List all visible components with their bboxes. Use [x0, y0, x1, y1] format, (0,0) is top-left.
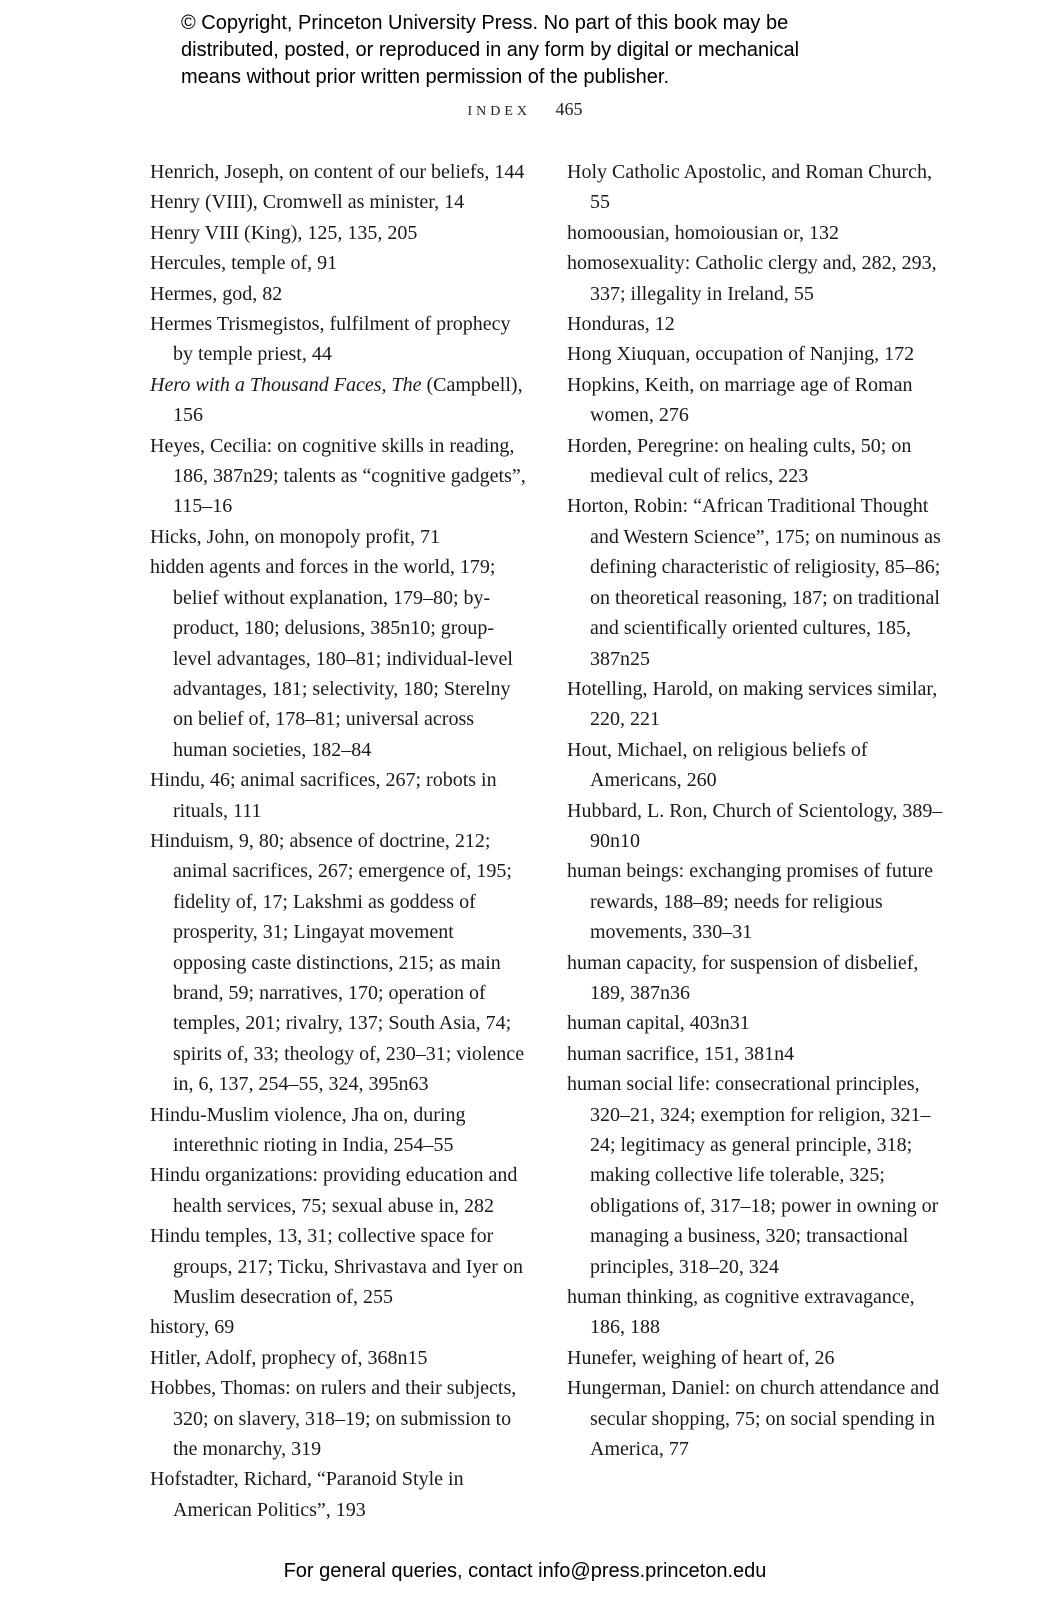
index-entry — [150, 1464, 530, 1525]
index-entry-text: Hungerman, Daniel: on church attendance and secular shopping, 75; on social spending in America, 77 — [567, 1377, 940, 1461]
index-entry — [567, 431, 947, 492]
index-entry — [567, 796, 947, 857]
index-entry — [150, 218, 530, 248]
index-entry — [150, 1373, 530, 1464]
index-entry-text: Henrich, Joseph, on content of our beliefs, 144 — [150, 161, 525, 183]
index-entry-text: human beings: exchanging promises of future rewards, 188–89; needs for religious movements, 330–31 — [567, 860, 934, 944]
index-column-left — [150, 157, 530, 1525]
index-entry-text: Hunefer, weighing of heart of, 26 — [567, 1346, 835, 1369]
index-entry — [567, 948, 947, 1009]
copyright-line-2: distributed, posted, or reproduced in any form by digital or mechanical — [181, 39, 800, 61]
running-head-label: INDEX — [467, 104, 532, 119]
index-entry — [567, 674, 947, 735]
index-entry — [150, 765, 530, 826]
index-entry — [567, 248, 947, 309]
index-column-right — [567, 157, 947, 1464]
index-entry-title: Hero with a Thousand Faces, The — [150, 373, 422, 396]
index-entry-text: Hofstadter, Richard, “Paranoid Style in American Politics”, 193 — [150, 1468, 464, 1521]
index-entry-text: human thinking, as cognitive extravagance, 186, 188 — [567, 1286, 915, 1339]
index-entry — [567, 1282, 947, 1343]
index-entry-text: Holy Catholic Apostolic, and Roman Church, 55 — [567, 161, 932, 214]
copyright-line-3: means without prior written permission of the publisher. — [181, 66, 670, 88]
index-entry — [567, 735, 947, 796]
index-entry-text: (Campbell), 156 — [173, 373, 523, 427]
index-entry-text: homosexuality: Catholic clergy and, 282, 293, 337; illegality in Ireland, 55 — [567, 252, 937, 305]
index-entry-text: human capital, 403n31 — [567, 1012, 750, 1035]
index-entry-text: history, 69 — [150, 1316, 235, 1339]
index-entry-text: Hubbard, L. Ron, Church of Scientology, 389–90n10 — [567, 799, 943, 852]
page-number: 465 — [555, 99, 583, 119]
index-entry-text: Hermes, god, 82 — [150, 282, 283, 305]
index-entry — [567, 157, 947, 218]
index-entry-text: Horton, Robin: “African Traditional Thought and Western Science”, 175; on numinous as defining characteristic of religiosity, 85–86; on theoretical reasoning, 187; on traditional and scientifically oriented cultures, 185, 387n25 — [567, 495, 941, 670]
footer-contact: For general queries, contact info@press.princeton.edu — [283, 1560, 767, 1582]
index-entry-text: Honduras, 12 — [567, 313, 675, 336]
index-entry — [150, 157, 530, 187]
index-entry — [567, 1008, 947, 1038]
index-entry — [567, 309, 947, 339]
index-entry-text: Hitler, Adolf, prophecy of, 368n15 — [150, 1346, 428, 1369]
index-entry-text: Hobbes, Thomas: on rulers and their subjects, 320; on slavery, 318–19; on submission to the monarchy, 319 — [150, 1377, 517, 1461]
index-entry-text: Hindu-Muslim violence, Jha on, during interethnic rioting in India, 254–55 — [150, 1103, 466, 1156]
index-entry-text: Hercules, temple of, 91 — [150, 252, 338, 275]
index-entry-text: Hotelling, Harold, on making services similar, 220, 221 — [567, 677, 938, 731]
index-entry-text: homoousian, homoiousian or, 132 — [567, 221, 839, 244]
index-entry-text: human capacity, for suspension of disbelief, 189, 387n36 — [567, 951, 919, 1004]
index-entry-text: Heyes, Cecilia: on cognitive skills in reading, 186, 387n29; talents as “cognitive gadgets”, 115–16 — [150, 434, 526, 518]
index-entry-text: Hicks, John, on monopoly profit, 71 — [150, 525, 440, 548]
index-entry-text: Hout, Michael, on religious beliefs of Americans, 260 — [567, 738, 868, 792]
index-entry — [150, 248, 530, 278]
index-entry-text: human social life: consecrational principles, 320–21, 324; exemption for religion, 321–24; legitimacy as general principle, 318; making collective life tolerable, 325; obligations of, 317–18; power in owning or managing a business, 320; transactional principles, 318–20, 324 — [567, 1073, 939, 1278]
index-entry-text: Hopkins, Keith, on marriage age of Roman women, 276 — [567, 373, 913, 427]
index-entry — [567, 339, 947, 369]
index-entry-text: Henry VIII (King), 125, 135, 205 — [150, 221, 418, 244]
index-entry — [150, 1312, 530, 1342]
index-entry — [567, 1069, 947, 1282]
index-entry-text: Hindu, 46; animal sacrifices, 267; robots in rituals, 111 — [150, 769, 497, 822]
index-entry — [150, 552, 530, 765]
copyright-notice — [181, 10, 901, 91]
index-entry — [150, 1221, 530, 1312]
index-entry — [567, 1039, 947, 1069]
index-entry — [150, 1160, 530, 1221]
index-entry-text: human sacrifice, 151, 381n4 — [567, 1042, 795, 1065]
index-entry-text: Hong Xiuquan, occupation of Nanjing, 172 — [567, 343, 915, 366]
index-entry — [150, 522, 530, 552]
index-entry — [150, 187, 530, 217]
index-entry — [150, 370, 530, 431]
index-entry-text: Horden, Peregrine: on healing cults, 50; on medieval cult of relics, 223 — [567, 434, 912, 488]
index-entry — [567, 491, 947, 673]
index-entry-text: Hindu organizations: providing education and health services, 75; sexual abuse in, 282 — [150, 1164, 518, 1217]
index-entry-text: Henry (VIII), Cromwell as minister, 14 — [150, 191, 465, 214]
index-entry — [150, 431, 530, 522]
copyright-line-1: © Copyright, Princeton University Press. No part of this book may be — [181, 12, 789, 34]
index-entry — [150, 279, 530, 309]
index-entry-text: Hindu temples, 13, 31; collective space for groups, 217; Ticku, Shrivastava and Iyer on Muslim desecration of, 255 — [150, 1225, 523, 1309]
running-head — [0, 99, 1050, 120]
index-entry — [567, 1373, 947, 1464]
index-entry-text: Hermes Trismegistos, fulfilment of prophecy by temple priest, 44 — [150, 313, 511, 366]
index-entry — [150, 309, 530, 370]
index-entry — [150, 826, 530, 1100]
index-entry — [150, 1343, 530, 1373]
index-entry-text: hidden agents and forces in the world, 179; belief without explanation, 179–80; by-product, 180; delusions, 385n10; group-level advantages, 180–81; individual-level advantages, 181; selectivity, 180; Sterelny on belief of, 178–81; universal across human societies, 182–84 — [150, 556, 513, 761]
index-entry — [567, 370, 947, 431]
index-entry — [567, 1343, 947, 1373]
index-entry-text: Hinduism, 9, 80; absence of doctrine, 212; animal sacrifices, 267; emergence of, 195; fidelity of, 17; Lakshmi as goddess of prosperity, 31; Lingayat movement opposing caste distinctions, 215; as main brand, 59; narratives, 170; operation of temples, 201; rivalry, 137; South Asia, 74; spirits of, 33; theology of, 230–31; violence in, 6, 137, 254–55, 324, 395n63 — [150, 829, 525, 1096]
index-entry — [567, 856, 947, 947]
index-entry — [567, 218, 947, 248]
index-entry — [150, 1100, 530, 1161]
